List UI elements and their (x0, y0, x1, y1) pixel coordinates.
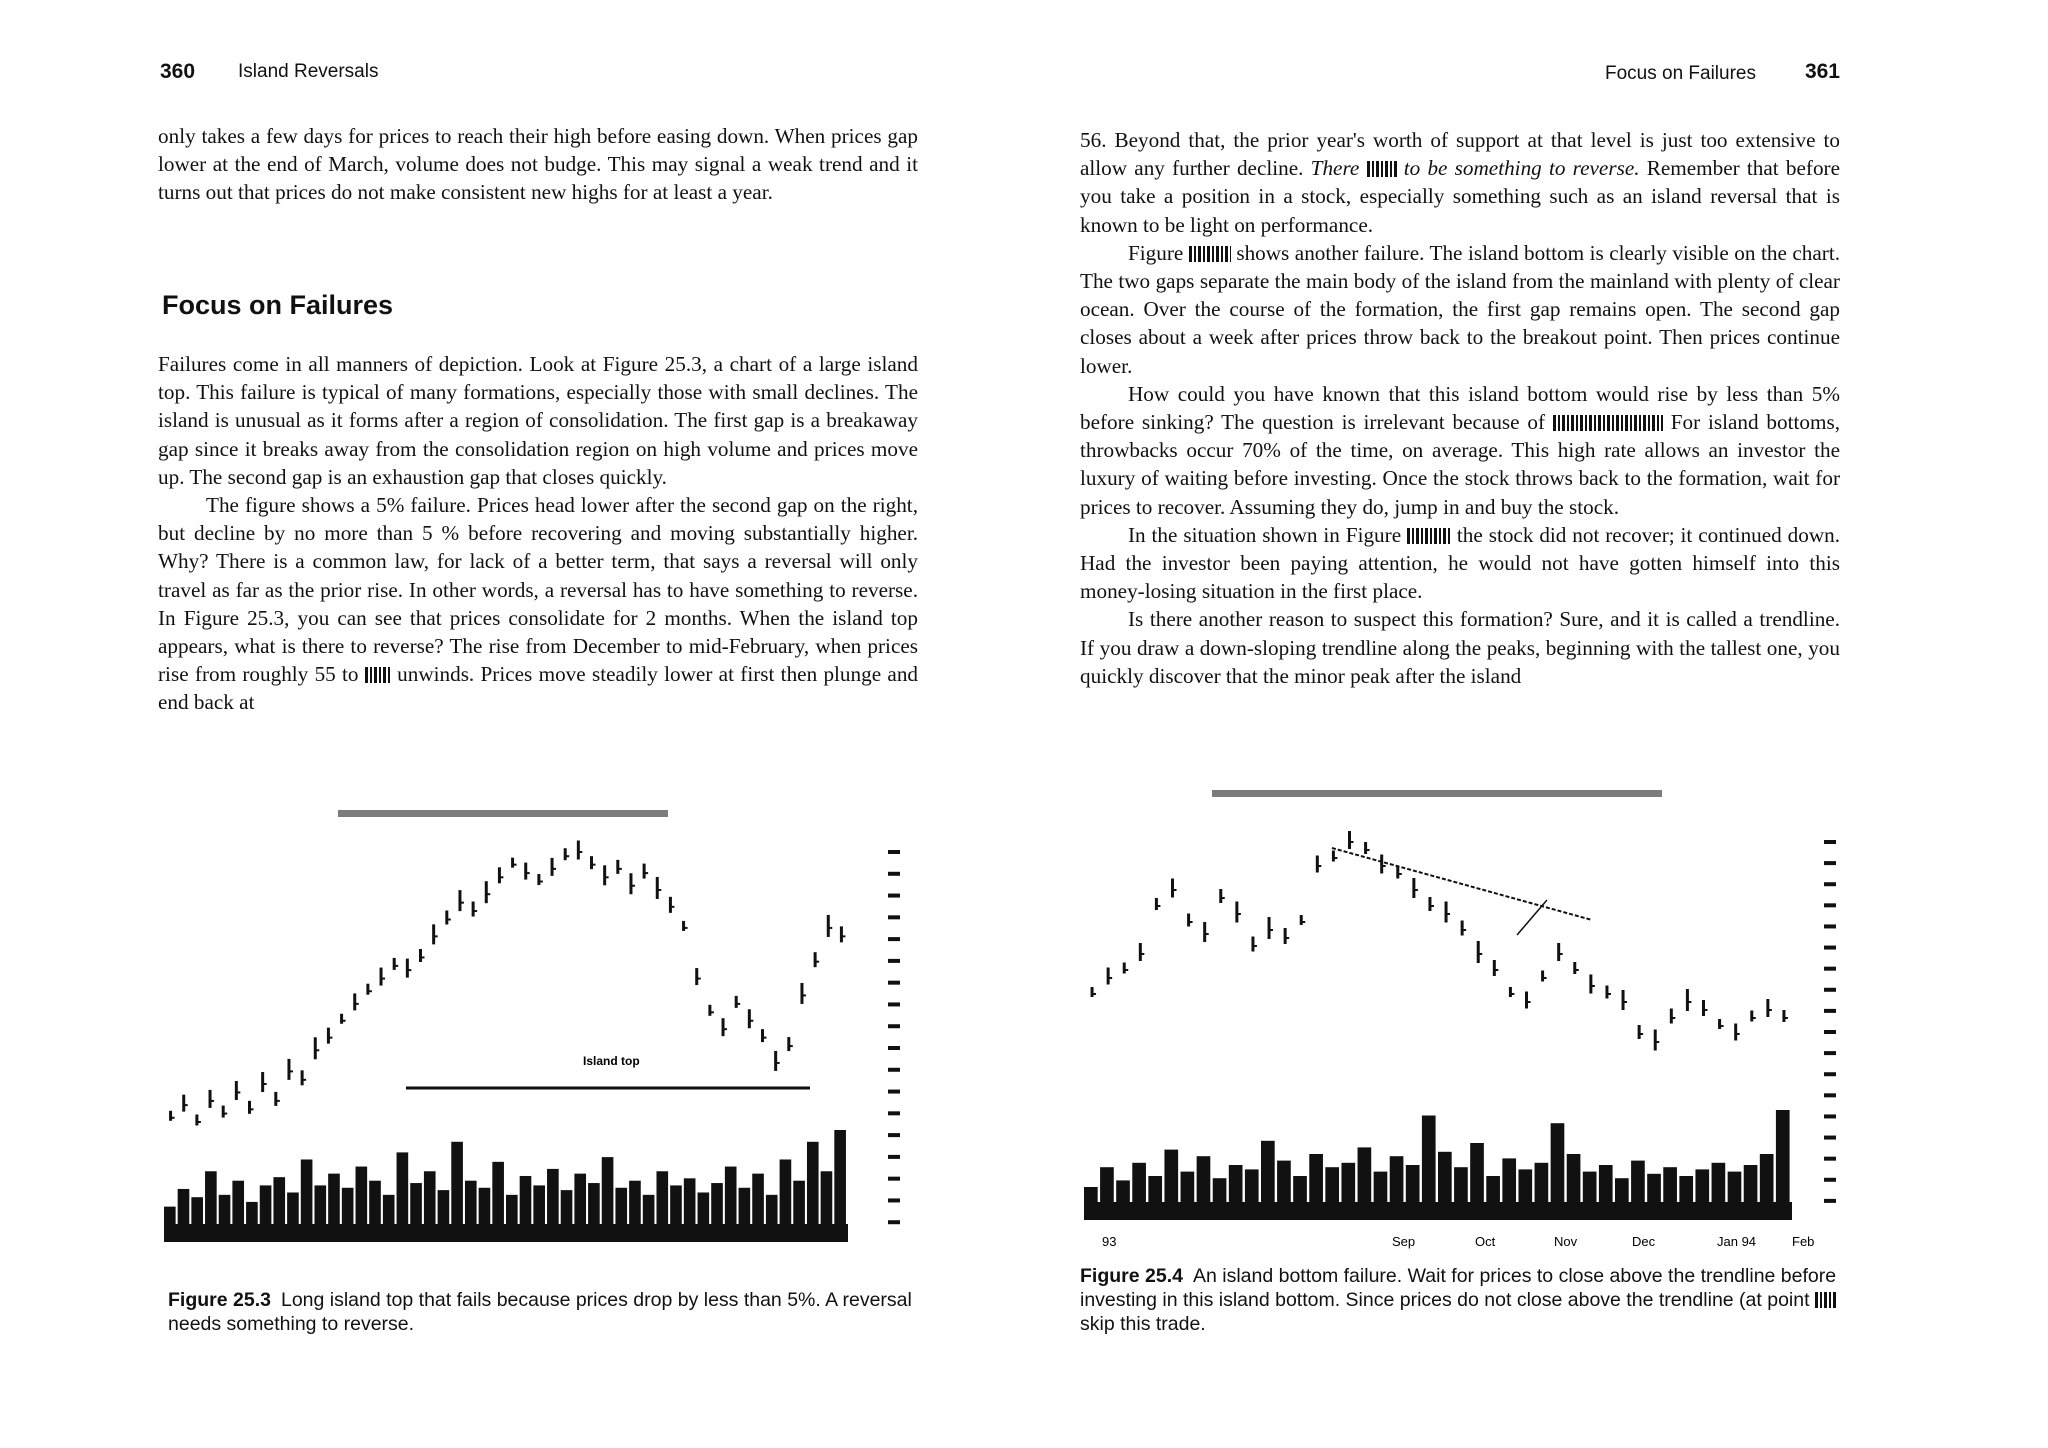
chart-annotation: Island top (583, 1054, 640, 1068)
y-tick (888, 1198, 900, 1202)
illegible-glyph (1553, 415, 1663, 431)
y-tick (1824, 1114, 1836, 1118)
page-number: 361 (1804, 60, 1840, 83)
y-tick (1824, 946, 1836, 950)
section-heading: Focus on Failures (162, 290, 394, 320)
y-tick (888, 959, 900, 963)
x-tick-label: 93 (1102, 1234, 1117, 1249)
running-title: Focus on Failures (1604, 63, 1756, 84)
left-page (158, 0, 918, 1448)
y-tick (1824, 903, 1836, 907)
axis-ticks (888, 850, 900, 1224)
page-number: 360 (160, 60, 196, 83)
paragraph: In the situation shown in Figure the stock did not recover; it continued down. Had the investor been paying attention, he would not have gotten himself into this money-losing situation in the first place. (1080, 522, 1841, 604)
y-tick (888, 915, 900, 919)
opening-paragraph: only takes a few days for prices to reach their high before easing down. When prices gap lower at the end of March, volume does not budge. This may signal a weak trend and it turns out that prices do not make consistent new highs for at least a year. (158, 124, 918, 205)
y-tick (888, 1177, 900, 1181)
paragraph: Is there another reason to suspect this formation? Sure, and it is called a trendline. If you draw a down-sloping trendline along the peaks, beginning with the tallest one, you quickly discover that the minor peak after the island (1080, 607, 1840, 688)
paragraph: The figure shows a 5% failure. Prices head lower after the second gap on the right, but decline by no more than 5 % before recovering and moving substantially higher. Why? There is a common law, for lack of a better term, that says a reversal will only travel as far as the prior rise. In other words, a reversal has to have something to reverse. In Figure 25.3, you can see that prices consolidate for 2 months. When the island top appears, what is there to reverse? The rise from December to mid-February, when prices rise from roughly 55 to unwinds. Prices move steadily lower at first then plunge and end back at (158, 493, 919, 715)
x-tick-label: Oct (1475, 1234, 1496, 1249)
volume-base (1084, 1202, 1792, 1220)
trendline (1332, 848, 1592, 920)
x-axis-labels (1102, 1234, 1814, 1249)
figure-label: Figure 25.4 (1080, 1265, 1183, 1287)
y-tick (888, 1111, 900, 1115)
y-tick (1824, 1072, 1836, 1076)
volume-series (164, 1130, 848, 1242)
y-tick (888, 1002, 900, 1006)
paragraph: 56. Beyond that, the prior year's worth of support at that level is just too extensive to allow any further decline. There to be something to reverse. Remember that before you take a position in a stock, especially something such as an island reversal that is known to be light on performance. (1080, 128, 1841, 237)
y-tick (1824, 1093, 1836, 1097)
illegible-glyph (1367, 161, 1397, 177)
caption-text-tail: skip this trade. (1080, 1313, 1206, 1335)
y-tick (1824, 1199, 1836, 1203)
x-tick-label: Nov (1554, 1234, 1578, 1249)
figure-label: Figure 25.3 (168, 1289, 271, 1311)
y-tick (888, 937, 900, 941)
y-tick (1824, 1030, 1836, 1034)
point-arrow (1517, 900, 1547, 935)
y-tick (1824, 967, 1836, 971)
y-tick (1824, 1009, 1836, 1013)
figure-25-3-chart (158, 790, 928, 1280)
right-body-text (1080, 126, 1840, 690)
left-running-head (158, 60, 918, 90)
y-tick (888, 894, 900, 898)
y-tick (888, 1090, 900, 1094)
right-running-head (1080, 60, 1840, 90)
y-tick (888, 1220, 900, 1224)
chart-title-garbled (1212, 790, 1662, 797)
opening-paragraph-block (158, 122, 918, 207)
illegible-glyph (1189, 246, 1231, 262)
caption-text: Long island top that fails because prices drop by less than 5%. A reversal needs something to reverse. (168, 1289, 912, 1335)
left-body-text (158, 350, 918, 717)
caption-text: An island bottom failure. Wait for prices to close above the trendline before investing in this island bottom. Since prices do not close above the trendline (at point (1080, 1265, 1837, 1311)
x-tick-label: Dec (1632, 1234, 1656, 1249)
chart-svg (158, 790, 928, 1280)
y-tick (1824, 1157, 1836, 1161)
x-tick-label: Feb (1792, 1234, 1815, 1249)
y-tick (1824, 988, 1836, 992)
paragraph: Failures come in all manners of depiction. Look at Figure 25.3, a chart of a large island top. This failure is typical of many formations, especially those with small declines. The island is unusual as it forms after a region of consolidation. The first gap is a breakaway gap since it breaks away from the consolidation region on high volume and prices move up. The second gap is an exhaustion gap that closes quickly. (158, 352, 918, 489)
right-page (1080, 0, 1840, 1448)
price-series (171, 841, 846, 1126)
y-tick (1824, 861, 1836, 865)
y-tick (888, 981, 900, 985)
running-title: Island Reversals (238, 61, 379, 82)
y-tick (888, 872, 900, 876)
x-tick-label: Sep (1392, 1234, 1416, 1249)
y-tick (1824, 840, 1836, 844)
chart-title-garbled (338, 810, 668, 817)
x-tick-label: Jan 94 (1717, 1234, 1757, 1249)
figure-caption (1080, 1264, 1845, 1336)
axis-ticks (1824, 840, 1836, 1203)
y-tick (888, 1046, 900, 1050)
paragraph: How could you have known that this island bottom would rise by less than 5% before sinking? The question is irrelevant because of For island bottoms, throwbacks occur 70% of the time, on average. This high rate allows an investor the luxury of waiting before investing. Once the stock throws back to the formation, wait for prices to recover. Assuming they do, jump in and buy the stock. (1080, 381, 1840, 519)
illegible-glyph (1815, 1292, 1837, 1308)
illegible-glyph (1407, 528, 1451, 544)
y-tick (1824, 1051, 1836, 1055)
y-tick (1824, 1136, 1836, 1140)
y-tick (1824, 924, 1836, 928)
y-tick (1824, 1178, 1836, 1182)
volume-base (164, 1224, 848, 1242)
y-tick (888, 1155, 900, 1159)
chart-svg (1072, 780, 1852, 1260)
y-tick (1824, 882, 1836, 886)
y-tick (888, 1024, 900, 1028)
figure-25-4-chart (1072, 780, 1852, 1260)
figure-caption (168, 1288, 923, 1336)
y-tick (888, 850, 900, 854)
price-series (1092, 831, 1788, 1051)
paragraph: Figure shows another failure. The island bottom is clearly visible on the chart. The two gaps separate the main body of the island from the mainland with plenty of clear ocean. Over the course of the formation, the first gap remains open. The second gap closes about a week after prices throw back to the breakout point. Then prices continue lower. (1080, 240, 1841, 378)
y-tick (888, 1068, 900, 1072)
y-tick (888, 1133, 900, 1137)
volume-series (1084, 1110, 1792, 1220)
illegible-glyph (365, 667, 391, 683)
